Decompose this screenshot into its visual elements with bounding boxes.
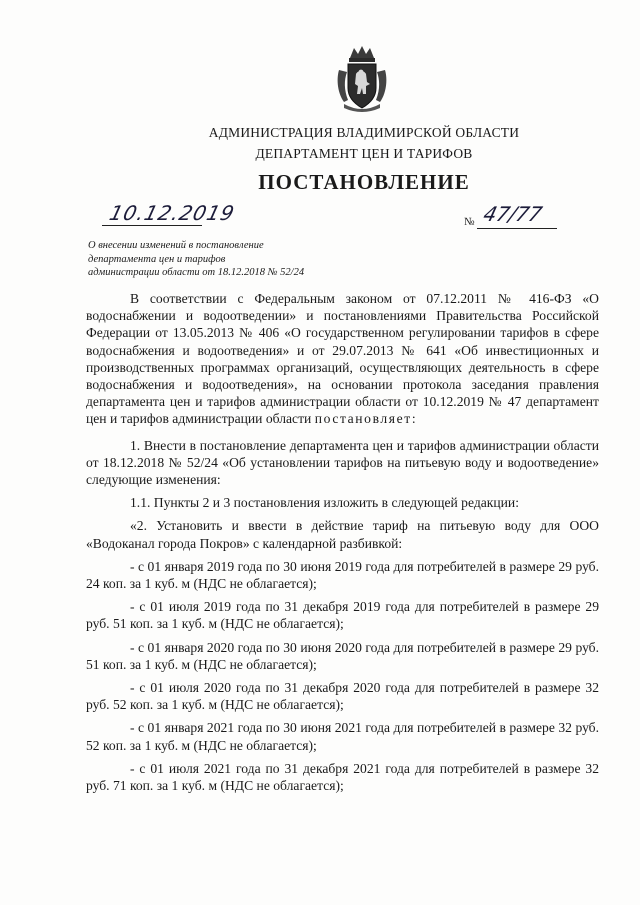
organization-name: АДМИНИСТРАЦИЯ ВЛАДИМИРСКОЙ ОБЛАСТИ <box>208 125 520 140</box>
preamble-text: В соответствии с Федеральным законом от 07.12.2011 № 416-ФЗ «О водоснабжении и водоотведении» и постановлениями Правительства Российской Федерации от 13.05.2013 № 406 «О государственном регулировании тарифов в сфере водоснабжения и водоотведения» и от 29.07.2013 № 641 «Об инвестиционных и производственных программах организаций, осуществляющих деятельность в сфере водоснабжения и водоотведения», на основании протокола заседания правления департамента цен и тарифов администрации области от 10.12.2019 № 47 департамент цен и тарифов администрации области <box>86 291 599 427</box>
subject-line: департамента цен и тарифов <box>88 253 226 265</box>
number-label: № <box>464 216 475 228</box>
tariff-item: - с 01 июля 2020 года по 31 декабря 2020 года для потребителей в размере 32 руб. 52 коп. за 1 куб. м (НДС не облагается); <box>86 680 599 713</box>
subject-line: администрации области от 18.12.2018 № 52/24 <box>88 267 305 278</box>
tariff-item: - с 01 июля 2019 года по 31 декабря 2019 года для потребителей в размере 29 руб. 51 коп. за 1 куб. м (НДС не облагается); <box>86 599 599 632</box>
document-date: 10.12.2019 <box>107 201 238 225</box>
decree-verb: постановляет: <box>314 411 418 427</box>
tariff-item: - с 01 января 2021 года по 30 июня 2021 года для потребителей в размере 32 руб. 52 коп. за 1 куб. м (НДС не облагается); <box>86 720 599 753</box>
item-1-1: 1.1. Пункты 2 и 3 постановления изложить в следующей редакции: <box>130 495 519 511</box>
document-body <box>86 290 599 794</box>
number-underline <box>477 228 557 229</box>
subject-line: О внесении изменений в постановление <box>88 240 264 251</box>
coat-of-arms-icon <box>336 44 388 112</box>
preamble-paragraph <box>86 290 599 428</box>
item-1: 1. Внести в постановление департамента цен и тарифов администрации области от 18.12.2018 № 52/24 «Об установлении тарифов на питьевую воду и водоотведение» следующие изменения: <box>86 437 599 488</box>
item-2: «2. Установить и ввести в действие тариф на питьевую воду для ООО «Водоканал города Покров» с календарной разбивкой: <box>86 518 599 551</box>
tariff-item: - с 01 июля 2021 года по 31 декабря 2021 года для потребителей в размере 32 руб. 71 коп. за 1 куб. м (НДС не облагается); <box>86 760 599 794</box>
document-title: ПОСТАНОВЛЕНИЕ <box>258 170 470 194</box>
tariff-item: - с 01 января 2019 года по 30 июня 2019 года для потребителей в размере 29 руб. 24 коп. за 1 куб. м (НДС не облагается); <box>86 558 599 592</box>
date-underline <box>102 225 202 226</box>
department-name: ДЕПАРТАМЕНТ ЦЕН И ТАРИФОВ <box>255 146 473 161</box>
tariff-item: - с 01 января 2020 года по 30 июня 2020 года для потребителей в размере 29 руб. 51 коп. за 1 куб. м (НДС не облагается); <box>86 639 599 672</box>
document-number: 47/77 <box>481 202 545 226</box>
document-subject <box>88 239 388 280</box>
